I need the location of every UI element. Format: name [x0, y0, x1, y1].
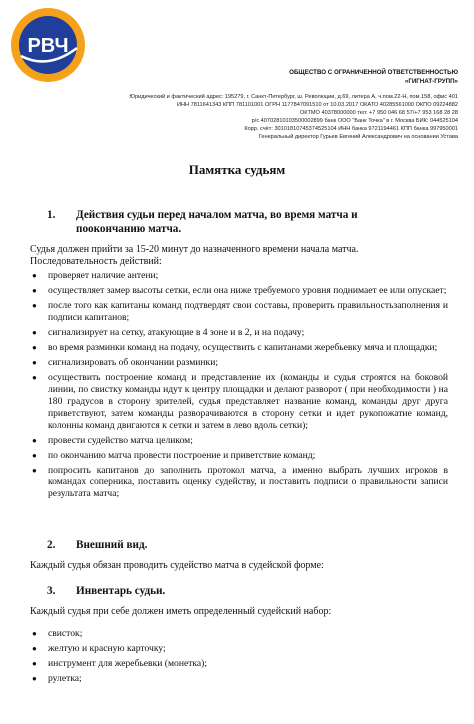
- list-item-text: по окончанию матча провести построение и приветствие команд;: [48, 449, 316, 461]
- requisites-address: Юридический и фактический адрес: 195279, г. Санкт-Петербург, ш. Революции, д.69, литера А, ч.пом.22-Н, пом.158, офис 401: [129, 94, 458, 100]
- requisites-registration: ИНН 7811641343 КПП 781101001 ОГРН 1177847091510 от 10.03.2017 ОКАТО 40285561000 ОКПО 09224882: [176, 101, 458, 108]
- list-item-text: сигнализирует на сетку, атакующие в 4 зоне и в 2, и на подачу;: [48, 326, 305, 338]
- section-3-equipment-list: [30, 628, 448, 688]
- section-1-action-list: [30, 270, 448, 503]
- section-2-heading: [47, 538, 407, 552]
- bullet-icon: ●: [32, 674, 37, 683]
- company-requisites: [38, 94, 458, 141]
- list-item: [30, 300, 448, 324]
- list-item-text: осуществить построение команд и представление их (команды и судья строятся на боковой линии, по свистку команды идут к центру площадки и делают разворот ( при необходимости ) на 180 градусов в сторону зрителей, судья представляет название команд, команды друг друга приветствуют, затем команды разворачиваются в сторону сетки и идет рукопожатие команд, колонны команд двигаются к сетки и затем в лево вдоль сетки);: [48, 371, 448, 431]
- list-item: [30, 658, 448, 670]
- bullet-icon: ●: [32, 644, 37, 653]
- section-3-text: Каждый судья при себе должен иметь определенный судейский набор:: [30, 606, 332, 617]
- bullet-icon: ●: [32, 435, 37, 445]
- list-item-text: попросить капитанов до заполнить протокол матча, а именно выбрать лучших игроков в командах соперника, поставить оценку судейству, и поставить подписи о правильности записи результата матча;: [48, 464, 448, 500]
- section-2-text: Каждый судья обязан проводить судейство матча в судейской форме:: [30, 560, 324, 571]
- list-item: [30, 270, 448, 282]
- list-item: [30, 673, 448, 685]
- list-item-text: проверяет наличие антени;: [48, 270, 159, 281]
- requisites-phone: ОКТМО 40378000000 тел: +7 950 046 68 57/+7 953 168 28 28: [299, 109, 458, 116]
- bullet-icon: ●: [32, 659, 37, 668]
- bullet-icon: ●: [32, 342, 37, 352]
- list-item-text: свисток;: [48, 628, 83, 639]
- list-item-text: рулетка;: [48, 673, 82, 684]
- section-1-heading: [47, 208, 407, 236]
- list-item: [30, 643, 448, 655]
- company-name-line-1: ОБЩЕСТВО С ОГРАНИЧЕННОЙ ОТВЕТСТВЕННОСТЬЮ: [289, 69, 458, 76]
- list-item: [30, 285, 448, 297]
- list-item-text: после того как капитаны команд подтвердят свои составы, проверить правильностьзаполнения и подписи капитанов;: [48, 300, 448, 323]
- bullet-icon: ●: [32, 465, 37, 475]
- requisites-correspondent-account: Корр. счёт: 30101810745374525104 ИНН банка 9721194461 КПП банка 997950001: [244, 125, 458, 132]
- bullet-icon: ●: [32, 357, 37, 367]
- section-title: Инвентарь судьи.: [76, 585, 166, 597]
- intro-line: Судья должен прийти за 15-20 минут до назначенного времени начала матча.: [30, 244, 359, 255]
- requisites-director: Генеральный директор Гурьев Евгений Александрович на основании Устава: [258, 133, 458, 140]
- logo-emblem: [9, 4, 87, 86]
- section-number: 3.: [47, 585, 56, 597]
- bullet-icon: ●: [32, 327, 37, 337]
- section-3-heading: [47, 584, 407, 598]
- list-item-text: инструмент для жеребьевки (монетка);: [48, 658, 208, 669]
- section-number: 2.: [47, 539, 56, 551]
- list-item-text: во время разминки команд на подачу, осуществить с капитанами жеребьевку мяча и площадки;: [48, 341, 438, 353]
- list-item: [30, 450, 448, 462]
- section-title: Действия судьи перед началом матча, во время матча и поокончанию матча.: [76, 209, 358, 235]
- list-item-text: провести судейство матча целиком;: [48, 434, 193, 446]
- bullet-icon: ●: [32, 450, 37, 460]
- bullet-icon: ●: [32, 629, 37, 638]
- document-title: Памятка судьям: [188, 162, 286, 177]
- bullet-icon: ●: [32, 271, 37, 280]
- list-item-text: сигнализировать об окончании разминки;: [48, 356, 218, 368]
- list-item-text: осуществляет замер высоты сетки, если она ниже требуемого уровня поднимает ее или опускает;: [48, 285, 447, 296]
- list-item-text: желтую и красную карточку;: [48, 643, 166, 654]
- section-1-intro: [30, 244, 450, 268]
- company-logo: [9, 4, 87, 86]
- company-name-line-2: «ГИГНАТ-ГРУПП»: [404, 78, 458, 85]
- section-title: Внешний вид.: [76, 539, 148, 551]
- bullet-icon: ●: [32, 286, 37, 295]
- list-item: [30, 435, 448, 447]
- list-item: [30, 628, 448, 640]
- bullet-icon: ●: [32, 301, 37, 310]
- logo-text: РВЧ: [27, 35, 69, 57]
- list-item: [30, 372, 448, 432]
- requisites-bank-account: р/с 40702810103500002899 банк ООО "Банк Точка" в г. Москва БИК: 044525104: [251, 117, 458, 124]
- list-item: [30, 465, 448, 501]
- list-item: [30, 357, 448, 369]
- intro-line: Последовательность действий:: [30, 256, 162, 267]
- section-number: 1.: [47, 209, 56, 221]
- list-item: [30, 327, 448, 339]
- list-item: [30, 342, 448, 354]
- company-name: [158, 68, 458, 86]
- bullet-icon: ●: [32, 372, 37, 382]
